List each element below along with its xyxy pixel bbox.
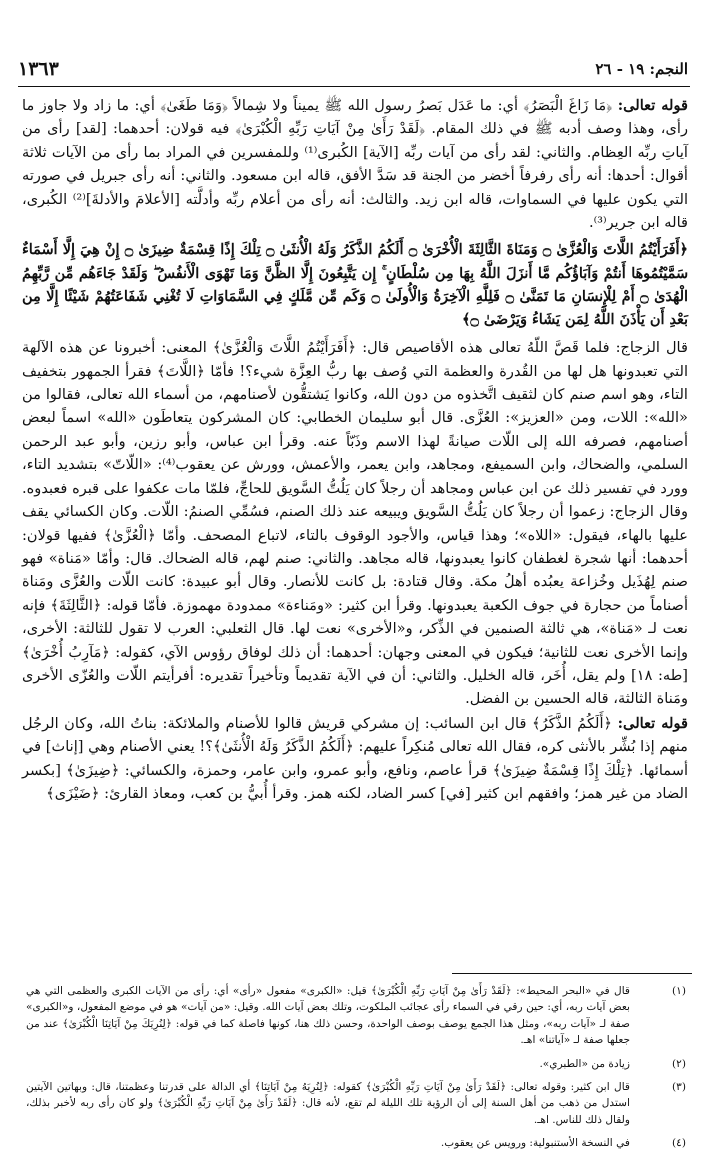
paragraph-1 xyxy=(22,94,688,234)
quran-verses: ﴿أَفَرَأَيْتُمُ اللَّاتَ وَالْعُزَّىٰ ۝ وَمَنَاةَ الثَّالِثَةَ الْأُخْرَىٰ ۝ أَلَكُمُ الذَّكَرُ وَلَهُ الْأُنثَىٰ ۝ تِلْكَ إِذًا قِسْمَةٌ ضِيزَىٰ ۝ إِنْ هِيَ إِلَّا أَسْمَاءٌ سَمَّيْتُمُوهَا أَنتُمْ وَآبَاؤُكُم مَّا أَنزَلَ اللَّهُ بِهَا مِن سُلْطَانٍ ۚ إِن يَتَّبِعُونَ إِلَّا الظَّنَّ وَمَا تَهْوَى الْأَنفُسُ ۖ وَلَقَدْ جَاءَهُم مِّن رَّبِّهِمُ الْهُدَىٰ ۝ أَمْ لِلْإِنسَانِ مَا تَمَنَّىٰ ۝ فَلِلَّهِ الْآخِرَةُ وَالْأُولَىٰ ۝ وَكَم مِّن مَّلَكٍ فِي السَّمَاوَاتِ لَا تُغْنِي شَفَاعَتُهُمْ شَيْئًا إِلَّا مِن بَعْدِ أَن يَأْذَنَ اللَّهُ لِمَن يَشَاءُ وَيَرْضَىٰ ۝﴾ xyxy=(22,241,689,329)
footnotes xyxy=(26,983,686,1159)
footnote xyxy=(26,983,686,1049)
main-text xyxy=(22,94,688,806)
footnote-text: في النسخة الأستنبولية: ورويس عن يعقوب. xyxy=(440,1137,630,1150)
sura-reference: النجم: ١٩ - ٢٦ xyxy=(595,60,688,78)
footnote-number: (٣) xyxy=(672,1081,686,1094)
paragraph-text: ﴿مَا زَاغَ الْبَصَرُ﴾ أي: ما عَدَل بَصرُ رسول الله ﷺ يميناً ولا شِمالاً ﴿وَمَا طَغَىٰ﴾ أي: ما زاد ولا جاوز ما رأى، وهذا وصف أدبه ﷺ في ذلك المقام. ﴿لَقَدْ رَأَىٰ مِنْ آيَاتِ رَبِّهِ الْكُبْرَىٰ﴾ فيه قولان: أحدهما: [لقد] رأى من آياتِ ربِّه العِظام. والثاني: لقد رأى من آيات ربِّه [الآية] الكُبرى⁽¹⁾ وللمفسرين في المراد بما رأى من الآيات ثلاثة أقوال: أحدها: أنه رأى رفرفاً أخضر من الجنة قد سَدَّ الأفق، قاله ابن مسعود. والثاني: أنه رأى جبريل في صورته التي يكون عليها في السماوات، قاله ابن زيد. والثالث: أنه رأى من أعلام ربِّه وأدلَّته [الأعلامَ والأدلةَ]⁽²⁾ الكُبرى، قاله ابن جرير⁽³⁾. xyxy=(22,97,689,232)
footnote-text: زيادة من «الطبري». xyxy=(539,1057,630,1070)
footnote-text: قال في «البحر المحيط»: ﴿لَقَدْ رَأَىٰ مِنْ آيَاتِ رَبِّهِ الْكُبْرَىٰ﴾ قيل: «الكبرى» مفعول «رأى» أي: رأى من الآيات الكبرى والعظمى التي هي بعض آيات ربه، أي: حين رقي في السماء رأى عجائب الملكوت، وتلك بعض آيات الله. وقيل: «من آيات» هو في موضع المفعول، و«الكبرى» صفة لـ «آيات ربه»، ومثل هذا الجمع يوصف بوصف الواحدة، وحسن ذلك هنا، كونها فاصلة كما في قوله: ﴿لِنُرِيَكَ مِنْ آيَاتِنَا الْكُبْرَىٰ﴾ عند من جعلها صفة لـ «آياتنا» اهـ. xyxy=(26,985,630,1047)
page-number: ١٣٦٣ xyxy=(18,58,59,80)
page-header xyxy=(18,56,690,87)
paragraph-2 xyxy=(22,336,688,711)
paragraph-lead: قوله تعالى: xyxy=(617,714,689,732)
footnote-number: (٤) xyxy=(672,1137,686,1150)
footnote-number: (٢) xyxy=(672,1057,686,1070)
footnote xyxy=(26,1056,686,1072)
footnote-number: (١) xyxy=(672,985,686,997)
footnote-text: قال ابن كثير: وقوله تعالى: ﴿لَقَدْ رَأَىٰ مِنْ آيَاتِ رَبِّهِ الْكُبْرَىٰ﴾ كقوله: ﴿لِنُرِيَهُ مِنْ آيَاتِنَا﴾ أي الدالة على قدرتنا وعظمتنا، قال: وبهاتين الآيتين استدل من ذهب من أهل السنة إلى أن الرؤية تلك الليلة لم تقع، لأنه قال: ﴿لَقَدْ رَأَىٰ مِنْ آيَاتِ رَبِّهِ الْكُبْرَىٰ﴾ ولو كان رأى ربه لأخبر بذلك، ولقال ذلك للناس. اهـ. xyxy=(26,1081,630,1126)
paragraph-text: ﴿أَلَكُمُ الذَّكَرُ﴾ قال ابن السائب: إن مشركي قريش قالوا للأصنام والملائكة: بناتُ الله، وكان الرجُل منهم إذا بُشِّر بالأنثى كره، فقال الله تعالى مُنكِراً عليهم: ﴿أَلَكُمُ الذَّكَرُ وَلَهُ الْأُنثَىٰ﴾؟! يعني الأصنام وهي [إناث] في أسمائها. ﴿تِلْكَ إِذًا قِسْمَةٌ ضِيزَىٰ﴾ قرأ عاصم، ونافع، وأبو عمرو، وابن عامر، وحمزة، والكسائي: ﴿ضِيزَىٰ﴾ [بكسر الضاد من غير همز؛ وافقهم ابن كثير [في] كسر الضاد، لكنه همز. وقرأ أُبيُّ بن كعب، ومعاذ القارئ: ﴿ضَيْزَى﴾ xyxy=(22,714,688,802)
footnote xyxy=(26,1135,686,1151)
footnote xyxy=(26,1079,686,1128)
paragraph-3 xyxy=(22,712,688,806)
footnote-divider xyxy=(452,973,692,974)
paragraph-lead: قوله تعالى: xyxy=(617,97,688,114)
paragraph-text: قال الزجاج: فلما قَصَّ اللّهُ تعالى هذه الأقاصيص قال: ﴿أَفَرَأَيْتُمُ اللَّاتَ وَالْعُزَّىٰ﴾ المعنى: أخبرونا عن هذه الآلهة التي تعبدونها هل لها من القُدرة والعظمة التي وُصف بها ربُّ العِزَّة شيء؟! فأمّا ﴿اللَّاتَ﴾ فقرأ الجمهور بتخفيف التاء، وهو اسم صنم كان لثقيف اتَّخذوه من دون الله، وكانوا يَشتقُّون لأصنامهم، من أسماء الله تعالى، فقالوا من «الله»: اللات، ومن «العزيز»: العُزَّى. قال أبو سليمان الخطابي: كان المشركون يتعاطَون «الله» اسماً لبعض أصنامهم، فصرفه الله إلى اللّات صيانةً لهذا الاسم وذَبّاً عنه. وقرأ ابن عباس، وأبو رزين، وأبو عبد الرحمن السلمي، والضحاك، وابن السميفع، ومجاهد، وابن يعمر، والأعمش، وورش عن يعقوب⁽⁴⁾: «اللّاتّ» بتشديد التاء، وورد في تفسير ذلك عن ابن عباس ومجاهد أن رجلاً كان يَلُتُّ السَّويق للحاجِّ، فلمّا مات عكفوا على قبره فعبدوه. وقال الزجاج: زعموا أن رجلاً كان يَلُتُّ السَّويق ويبيعه عند ذلك الصنم، فسُمِّي الصنمُ: اللّات. وكان الكسائي يقف عليها بالهاء، فيقول: «اللاه»؛ وهذا قياس، والأجود الوقوف بالتاء، لاتباع المصحف. وأمّا ﴿الْعُزَّىٰ﴾ ففيها قولان: أحدهما: أنها شجرة لغطفان كانوا يعبدونها، قاله مجاهد. والثاني: صنم لهم، قاله الضحاك. قال: وأمّا «مَناة» فهو صنم لِهُذَيل وخُزاعة يعبُده أهلُ مكة. وقال قتادة: بل كانت للأنصار. وقال أبو عبيدة: كانت اللّات والعُزَّى ومَناة أصناماً من حجارة في جوف الكعبة يعبدونها. وقرأ ابن كثير: «ومَناءة» ممدودة مهموزة. فأمّا قوله: ﴿الثَّالِثَةَ﴾ فإنه نعت لـ «مَناة»، هي ثالثة الصنمين في الذِّكر، و«الأخرى» نعت لها. قال الثعلبي: العرب لا تقول للثالثة: الأخرى، وإنما الأخرى نعت للثانية؛ فيكون في المعنى وجهان: أحدهما: أن ذلك لوفاق رؤوس الآي، كقوله: ﴿مَآرِبُ أُخْرَىٰ﴾ [طه: ١٨] ولم يقل، أُخَر، قاله الخليل. والثاني: أن في الآية تقديماً وتأخيراً تقديره: أفرأيتم اللّات والعُزّى الأخرى ومَناة الثالثة، قاله الحسين بن الفضل. xyxy=(22,339,688,708)
